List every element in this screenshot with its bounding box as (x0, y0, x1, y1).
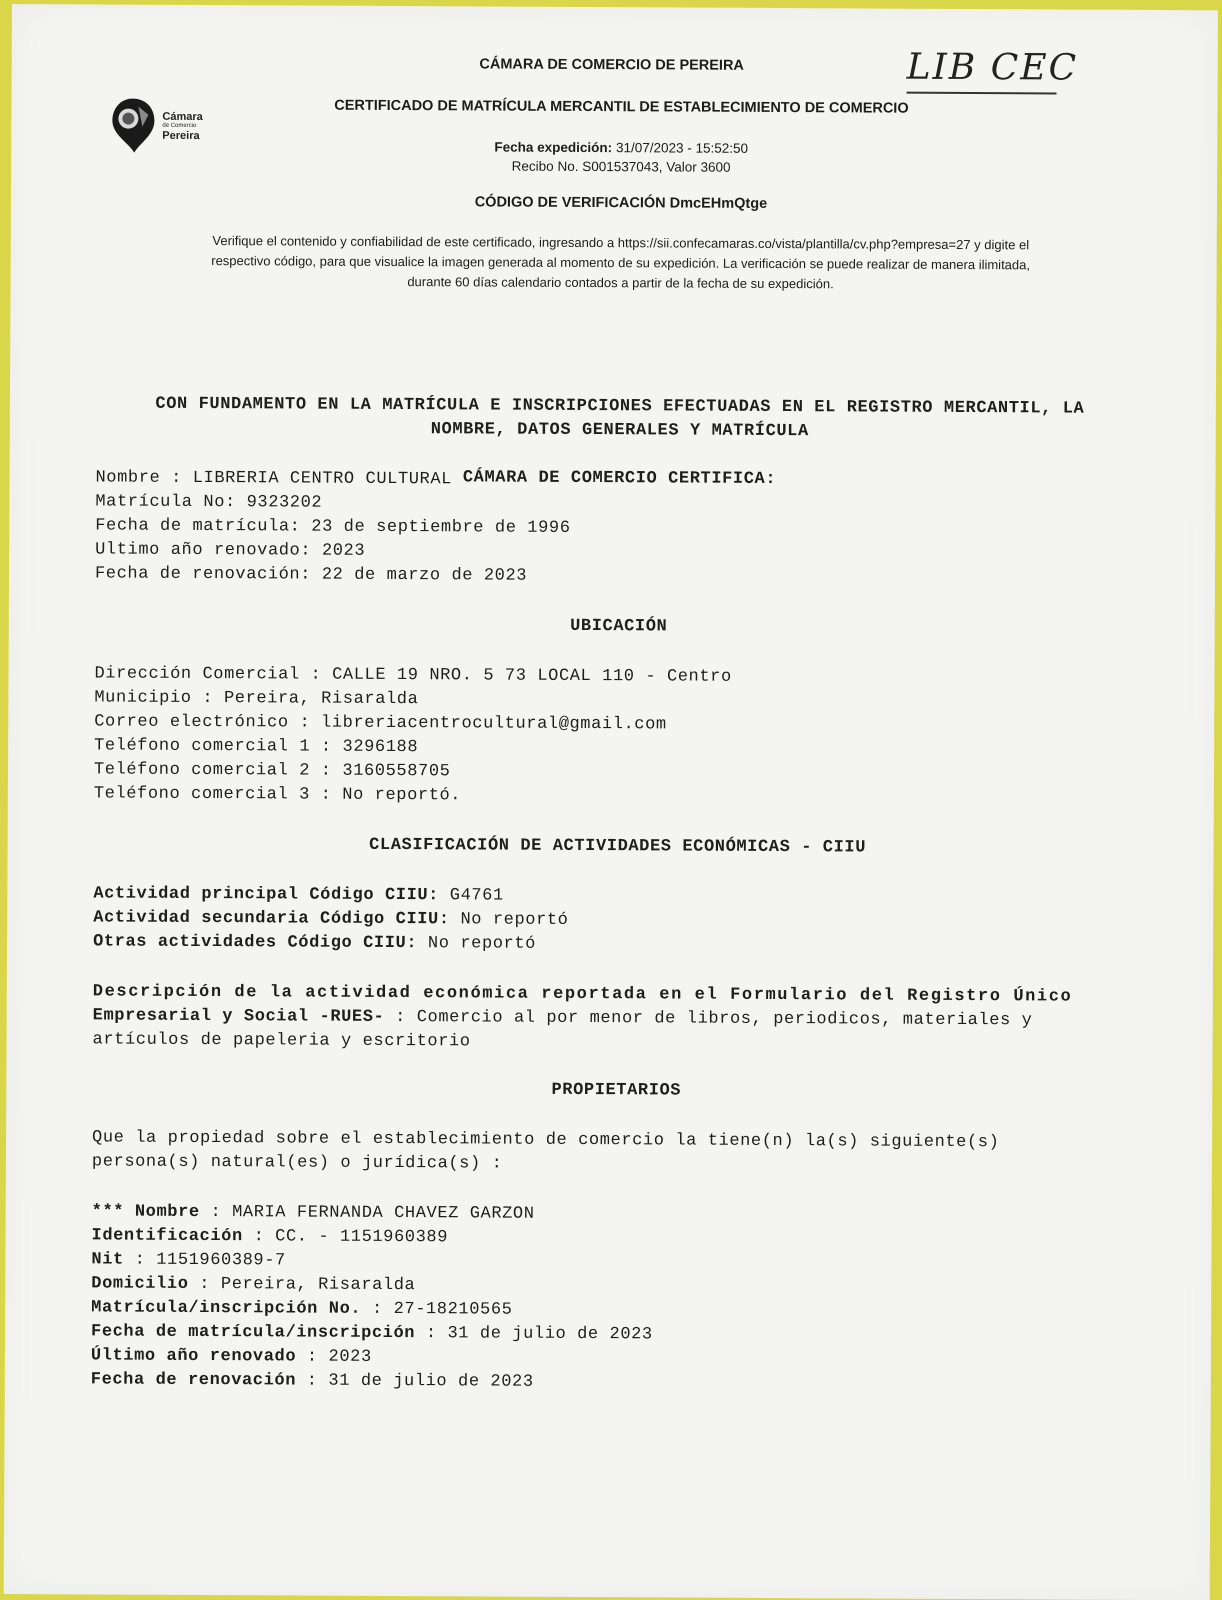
verification-text-1: Verifique el contenido y confiabilidad de este certificado, ingresando a https://sii.confecamaras.co/vista/plantilla/cv.php?empresa=27 y digite el (212, 233, 1030, 253)
owner-field (91, 1368, 1151, 1398)
owner-field-value: : 31 de julio de 2023 (295, 1371, 534, 1392)
activity-description-label-1: Descripción de la actividad económica reportada en el Formulario del Registro Único (92, 982, 1073, 1007)
location-line: Teléfono comercial 2 : 3160558705 (93, 760, 451, 782)
activity-description-value-3: artículos de papeleria y escritorio (92, 1030, 471, 1052)
certificate-title: CERTIFICADO DE MATRÍCULA MERCANTIL DE ESTABLECIMIENTO DE COMERCIO (334, 97, 909, 117)
receipt-info: Recibo No. S001537043, Valor 3600 (511, 158, 731, 175)
location-line: Teléfono comercial 1 : 3296188 (94, 736, 419, 758)
location-section-heading: UBICACIÓN (570, 616, 668, 637)
intro-line-2: CÁMARA DE COMERCIO CERTIFICA: (462, 468, 777, 490)
general-section-heading: NOMBRE, DATOS GENERALES Y MATRÍCULA (430, 420, 809, 442)
chamber-logo-text (162, 110, 203, 141)
issue-date-value: 31/07/2023 - 15:52:50 (615, 140, 749, 156)
general-data-block (95, 466, 1156, 592)
general-line: Nombre : LIBRERIA CENTRO CULTURAL (95, 468, 453, 490)
verification-instructions (71, 230, 1171, 296)
ciiu-line (93, 930, 1153, 960)
ciiu-label: Otras actividades Código CIIU: (93, 932, 418, 954)
owner-field-label: Último año renovado (90, 1346, 297, 1367)
logo-line-1: Cámara (162, 110, 203, 123)
activity-description-value-2: : Comercio al por menor de libros, periodicos, materiales y (384, 1007, 1033, 1031)
verification-text-2: respectivo código, para que visualice la imagen generada al momento de su expedición. La verificación se puede realizar de manera ilimitada, (211, 253, 1031, 273)
verification-text-3: durante 60 días calendario contados a partir de la fecha de su expedición. (407, 274, 834, 292)
owner-record (91, 1200, 1152, 1398)
general-line: Ultimo año renovado: 2023 (95, 540, 366, 561)
owner-field-label: Identificación (91, 1226, 243, 1247)
location-line: Municipio : Pereira, Risaralda (94, 688, 419, 710)
general-line: Matrícula No: 9323202 (95, 492, 323, 513)
owner-field-value: : 27-18210565 (361, 1299, 513, 1320)
ciiu-value: G4761 (438, 886, 504, 906)
owner-field-value: : Pereira, Risaralda (188, 1274, 416, 1296)
chamber-name: CÁMARA DE COMERCIO DE PEREIRA (479, 56, 744, 74)
location-line: Correo electrónico : libreriacentrocultural@gmail.com (94, 712, 667, 735)
location-data-block (94, 662, 1155, 812)
chamber-emblem-icon (108, 97, 156, 155)
owner-field-label: Nit (91, 1250, 124, 1270)
owner-field-value: : CC. - 1151960389 (242, 1227, 449, 1248)
owners-intro (92, 1126, 1152, 1180)
ciiu-data-block (93, 882, 1153, 960)
ciiu-label: Actividad secundaria Código CIIU: (93, 908, 450, 930)
intro-line-1: CON FUNDAMENTO EN LA MATRÍCULA E INSCRIPCIONES EFECTUADAS EN EL REGISTRO MERCANTIL, LA (155, 394, 1085, 419)
issue-date (311, 139, 931, 157)
owners-section-heading: PROPIETARIOS (551, 1080, 682, 1101)
general-line: Fecha de renovación: 22 de marzo de 2023 (94, 564, 528, 586)
owner-field-value: : 31 de julio de 2023 (415, 1324, 653, 1345)
owner-field-label: *** Nombre (91, 1202, 200, 1222)
owners-intro-line-1: Que la propiedad sobre el establecimiento de comercio la tiene(n) la(s) siguiente(s) (92, 1128, 1000, 1153)
logo-line-3: Pereira (162, 129, 200, 142)
owner-field-label: Matrícula/inscripción No. (91, 1298, 362, 1319)
activity-description-label-2: Empresarial y Social -RUES- (92, 1006, 385, 1027)
general-line: Fecha de matrícula: 23 de septiembre de 1996 (95, 516, 571, 538)
verification-code: CÓDIGO DE VERIFICACIÓN DmcEHmQtge (474, 194, 768, 212)
owners-intro-line-2: persona(s) natural(es) o jurídica(s) : (91, 1152, 503, 1174)
owner-field-value: : MARIA FERNANDA CHAVEZ GARZON (199, 1202, 535, 1224)
ciiu-value: No reportó (417, 934, 537, 954)
owner-field-label: Domicilio (91, 1274, 189, 1294)
owner-field-value: : 2023 (296, 1347, 372, 1367)
location-line: Teléfono comercial 3 : No reportó. (93, 784, 462, 806)
issue-date-label: Fecha expedición: (494, 139, 613, 156)
handwritten-underline (907, 92, 1057, 95)
ciiu-section-heading: CLASIFICACIÓN DE ACTIVIDADES ECONÓMICAS - CIIU (369, 835, 867, 858)
ciiu-value: No reportó (449, 910, 569, 930)
logo-line-2: de Comercio (162, 122, 197, 129)
activity-description (93, 980, 1153, 1058)
certificate-page (4, 4, 1218, 1600)
handwritten-note: LIB CEC (906, 46, 1079, 89)
owner-field-value: : 1151960389-7 (123, 1250, 286, 1271)
ciiu-label: Actividad principal Código CIIU: (93, 884, 440, 906)
owner-field-label: Fecha de matrícula/inscripción (90, 1322, 416, 1344)
location-line: Dirección Comercial : CALLE 19 NRO. 5 73 LOCAL 110 - Centro (94, 664, 732, 687)
owner-field-label: Fecha de renovación (90, 1370, 297, 1391)
